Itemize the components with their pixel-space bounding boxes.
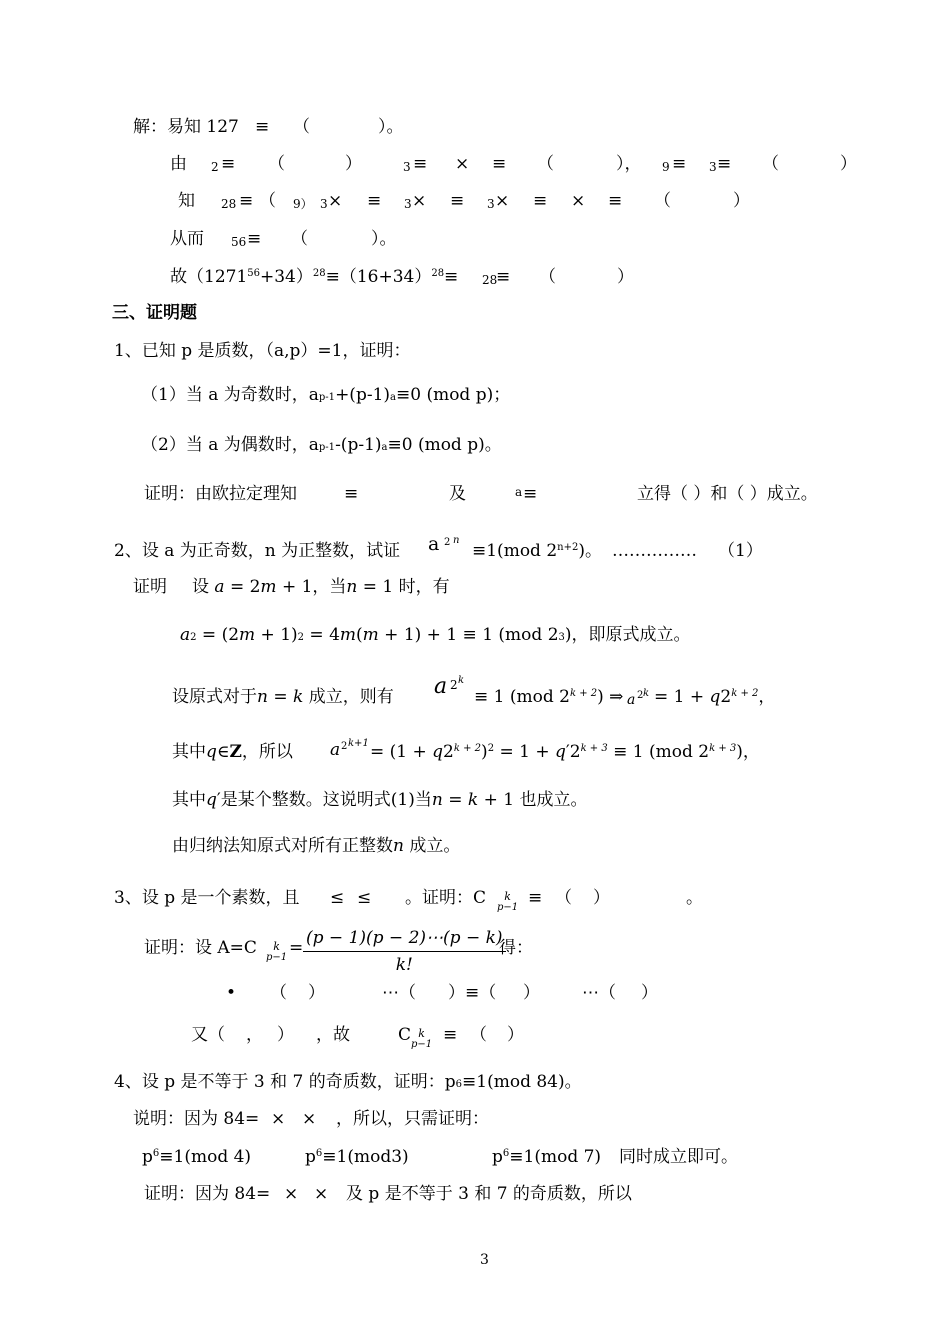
t: p [142, 1147, 153, 1167]
text: ，故 [316, 1025, 350, 1045]
t: = 1 + [494, 742, 555, 762]
sym: ≡ [413, 154, 428, 174]
text [192, 576, 450, 598]
t: ， [758, 687, 776, 707]
t: 其中 [172, 742, 206, 762]
sym: ≡ [496, 267, 511, 287]
exp: k + 3 [580, 743, 608, 754]
text: 及 p 是不等于 3 和 7 的奇质数，所以 [346, 1184, 632, 1204]
exp: 28 [482, 273, 498, 287]
t: )，即原式成立。 [564, 625, 691, 645]
text: 证明：设 A=C [144, 938, 257, 958]
exp: 3 [558, 632, 565, 643]
t: ≡1(mod 84)。 [462, 1072, 582, 1092]
t: n [257, 687, 268, 707]
t: ≡（16+34） [325, 267, 432, 287]
t: + 1) + 1 ≡ 1 (mod 2 [378, 625, 559, 645]
t: +(p-1) [335, 385, 391, 405]
equation-number: （1） [718, 541, 763, 561]
text: 证明：因为 84= [144, 1184, 271, 1204]
sup-k: k [504, 890, 511, 903]
a-var: a [330, 740, 341, 760]
t: )， [736, 742, 760, 762]
t: = 2 [224, 577, 261, 597]
sym: ≡ [492, 154, 507, 174]
exp: 3 [403, 160, 411, 174]
t: （1）当 a 为奇数时，a [141, 385, 319, 405]
condition-2 [305, 1146, 409, 1171]
exp: 56 [247, 268, 260, 279]
exp: k + 2 [453, 743, 482, 754]
t: 4、设 p 是不等于 3 和 7 的奇质数，证明：p [114, 1072, 456, 1092]
fraction [303, 927, 506, 976]
t: 设 [192, 577, 209, 597]
sup-k: k [273, 940, 280, 953]
sym: ≡ [367, 191, 382, 211]
exp: k [458, 675, 465, 686]
exp: 2 [444, 537, 451, 548]
sub-p: p−1 [411, 1039, 433, 1050]
exp: n+2 [557, 542, 579, 553]
sub-p: p−1 [266, 952, 288, 963]
t: +34） [260, 267, 313, 287]
exp: 3 [487, 197, 495, 211]
exp: 2 [341, 741, 348, 752]
sym: ≡ [247, 229, 262, 249]
t: n [393, 836, 404, 856]
sub-p: p−1 [497, 902, 519, 913]
sym: × [302, 1109, 317, 1129]
bullet: • [226, 983, 237, 1003]
binom-subscripts [497, 891, 518, 913]
sym: × [271, 1109, 286, 1129]
sym: × [314, 1184, 329, 1204]
paren: （ [259, 191, 276, 211]
t: + 1 也成立。 [478, 790, 588, 810]
t: )。 [578, 541, 602, 561]
text: ⋯（ [582, 983, 616, 1003]
exp: k + 2 [731, 688, 759, 699]
exp: 3 [709, 160, 717, 174]
exp: 2 [637, 690, 644, 701]
text: 解：易知 127 [133, 117, 239, 137]
sym: × [412, 191, 427, 211]
sym: ≡ [608, 191, 623, 211]
denominator: k! [395, 955, 413, 975]
t: m [362, 625, 379, 645]
problem-4-statement [114, 1071, 582, 1096]
t: a [180, 625, 191, 645]
sym: ≡ [523, 484, 538, 504]
t: q [554, 742, 566, 762]
text [170, 266, 444, 291]
t: m [339, 625, 357, 645]
text: 。证明：C [405, 888, 487, 908]
text [370, 741, 760, 766]
t: = [267, 687, 294, 707]
a-var: a [627, 692, 636, 708]
text: 证明 [133, 577, 167, 597]
text [172, 741, 293, 763]
paren: ） [840, 154, 857, 174]
paren: ）， [616, 154, 642, 174]
paren: （ [762, 154, 779, 174]
exp: 9） [293, 197, 313, 211]
sym: ≡ [672, 154, 687, 174]
exp: n [453, 535, 460, 546]
section-title: 三、证明题 [112, 303, 197, 323]
t: 其中 [172, 790, 206, 810]
text [474, 686, 623, 711]
t: q [206, 742, 217, 762]
t: m [239, 625, 256, 645]
text: 同时成立即可。 [619, 1147, 738, 1167]
exp: 3 [404, 197, 412, 211]
text: 。 [686, 888, 703, 908]
t: 成立。 [403, 836, 461, 856]
problem-2-proof-5 [172, 789, 587, 811]
exp: 2 [487, 743, 495, 754]
problem-1-case-1 [141, 384, 510, 409]
sym: ≤ [357, 888, 372, 908]
exp: 2 [190, 632, 197, 643]
sym: ≡ [533, 191, 548, 211]
exp: a [381, 442, 388, 453]
t: ≡0 (mod p)。 [387, 435, 502, 455]
sym: ≡ [443, 1025, 458, 1045]
exp: 2 [297, 632, 305, 643]
exp: a [515, 485, 523, 499]
exp: k+1 [348, 738, 369, 749]
t: = (2 [196, 625, 240, 645]
t: + 1) [255, 625, 298, 645]
t: Z [229, 742, 242, 762]
exp: 6 [315, 1148, 323, 1159]
t: ) [481, 742, 488, 762]
text: ，所以，只需证明： [336, 1109, 489, 1129]
text: 又（ [191, 1025, 225, 1045]
t: 成立，则有 [303, 687, 394, 707]
t: 由归纳法知原式对所有正整数 [172, 836, 393, 856]
binom-subscripts [411, 1028, 432, 1050]
t: q [206, 790, 217, 810]
paren: ） [593, 888, 610, 908]
text: 立得（ ）和（ ）成立。 [637, 484, 818, 504]
text [172, 686, 394, 708]
exp: 2 [211, 160, 219, 174]
t: ≡ 1 (mod 2 [607, 742, 710, 762]
t: n [346, 577, 358, 597]
exp: 28 [312, 268, 326, 279]
exp: k + 2 [569, 688, 598, 699]
t: = 1 时，有 [357, 577, 450, 597]
binom-subscripts [266, 941, 287, 963]
exp: 9 [662, 160, 670, 174]
exp: k [643, 688, 650, 699]
sym: × [284, 1184, 299, 1204]
paren: ） [617, 267, 634, 287]
t: + 1，当 [276, 577, 347, 597]
text: 得： [499, 938, 533, 958]
exp: p-1 [318, 392, 336, 403]
a-var: a [428, 533, 440, 555]
t: ( [356, 625, 363, 645]
t: 2 [443, 742, 454, 762]
congruence-symbol: ≡ [255, 117, 270, 137]
paren: （ [291, 229, 308, 249]
paren: （ [555, 888, 572, 908]
exp: 28 [221, 197, 237, 211]
sym: ≡ [344, 484, 359, 504]
dots: …………… [612, 541, 697, 561]
t: ′2 [565, 742, 581, 762]
sym: ≡ [528, 888, 543, 908]
paren: （ [270, 983, 287, 1003]
exp: 2 [450, 678, 458, 692]
t: ≡1(mod 4) [159, 1147, 252, 1167]
paren: ） [277, 1025, 294, 1045]
t: ≡ 1 (mod 2 [474, 687, 570, 707]
t: ≡1(mod3) [322, 1147, 409, 1167]
exp: a [390, 392, 396, 403]
exp: k + 3 [709, 743, 737, 754]
text: C [398, 1025, 412, 1045]
t: （2）当 a 为偶数时，a [141, 435, 319, 455]
t: ，所以 [241, 742, 293, 762]
exp: 6 [152, 1148, 160, 1159]
t: p [305, 1147, 316, 1167]
text: 知 [178, 191, 195, 211]
exp: 6 [455, 1079, 463, 1090]
sym: ≤ [330, 888, 345, 908]
t: ≡1(mod 2 [472, 541, 558, 561]
t: ) ⇒ [597, 687, 624, 707]
paren: ）。 [378, 117, 404, 137]
paren: ） [523, 983, 540, 1003]
text [654, 686, 775, 711]
t: = 1 + [654, 687, 710, 707]
page-number: 3 [480, 1252, 489, 1268]
t: ′是某个整数。这说明式(1)当 [216, 790, 432, 810]
sym: × [328, 191, 343, 211]
t: q [432, 742, 444, 762]
paren: （ [268, 154, 285, 174]
condition-1 [142, 1146, 251, 1171]
t: = [442, 790, 468, 810]
paren: ）。 [371, 229, 397, 249]
sup-k: k [418, 1027, 425, 1040]
paren: （ [293, 117, 310, 137]
t: a [214, 577, 225, 597]
problem-2-proof-2 [180, 624, 691, 649]
t: = (1 + [370, 742, 433, 762]
text: 证明：由欧拉定理知 [144, 484, 297, 504]
paren: （ [654, 191, 671, 211]
t: n [431, 790, 443, 810]
paren: ） [345, 154, 362, 174]
condition-3 [492, 1146, 601, 1171]
paren: ） [733, 191, 750, 211]
t: -(p-1) [335, 435, 382, 455]
text: 从而 [170, 229, 204, 249]
paren: （ [470, 1025, 487, 1045]
text: 3、设 p 是一个素数，且 [114, 888, 300, 908]
sym: ≡ [221, 154, 236, 174]
sym: = [289, 938, 304, 958]
t: = 4 [304, 625, 340, 645]
exp: 6 [502, 1148, 510, 1159]
a-var: a [434, 674, 448, 699]
exp: 28 [431, 268, 445, 279]
text: ）≡（ [448, 983, 497, 1003]
exp: 56 [231, 235, 247, 249]
exp: 3 [320, 197, 328, 211]
t: 设原式对于 [172, 687, 257, 707]
t: m [260, 577, 277, 597]
sym: ≡ [450, 191, 465, 211]
t: p [492, 1147, 503, 1167]
numerator: (p − 1)(p − 2)⋯(p − k) [303, 927, 506, 952]
t: k [467, 790, 479, 810]
exp: p-1 [318, 442, 336, 453]
sym: ≡ [239, 191, 254, 211]
text: 说明：因为 84= [133, 1109, 260, 1129]
t: ≡0 (mod p)； [395, 385, 511, 405]
text [472, 540, 602, 565]
sym: × [495, 191, 510, 211]
paren: ） [507, 1025, 524, 1045]
sym: ≡ [717, 154, 732, 174]
paren: （ [537, 154, 554, 174]
problem-1-statement: 1、已知 p 是质数，（a,p）=1，证明： [114, 341, 411, 361]
t: 2 [720, 687, 732, 707]
paren: ） [641, 983, 658, 1003]
t: ∈ [216, 742, 230, 762]
sym: × [455, 154, 470, 174]
t: k [293, 687, 304, 707]
t: 故（1271 [170, 267, 248, 287]
text: 2、设 a 为正奇数，n 为正整数，试证 [114, 541, 401, 561]
sym: × [571, 191, 586, 211]
paren: （ [539, 267, 556, 287]
paren: ） [308, 983, 325, 1003]
t: ≡1(mod 7) [509, 1147, 602, 1167]
text: 及 [449, 484, 466, 504]
text: ⋯（ [382, 983, 416, 1003]
t: q [709, 687, 721, 707]
text: ， [246, 1025, 263, 1045]
problem-2-proof-6 [172, 835, 460, 857]
sym: ≡ [444, 267, 459, 287]
text: 由 [170, 154, 187, 174]
problem-1-case-2 [141, 434, 502, 459]
